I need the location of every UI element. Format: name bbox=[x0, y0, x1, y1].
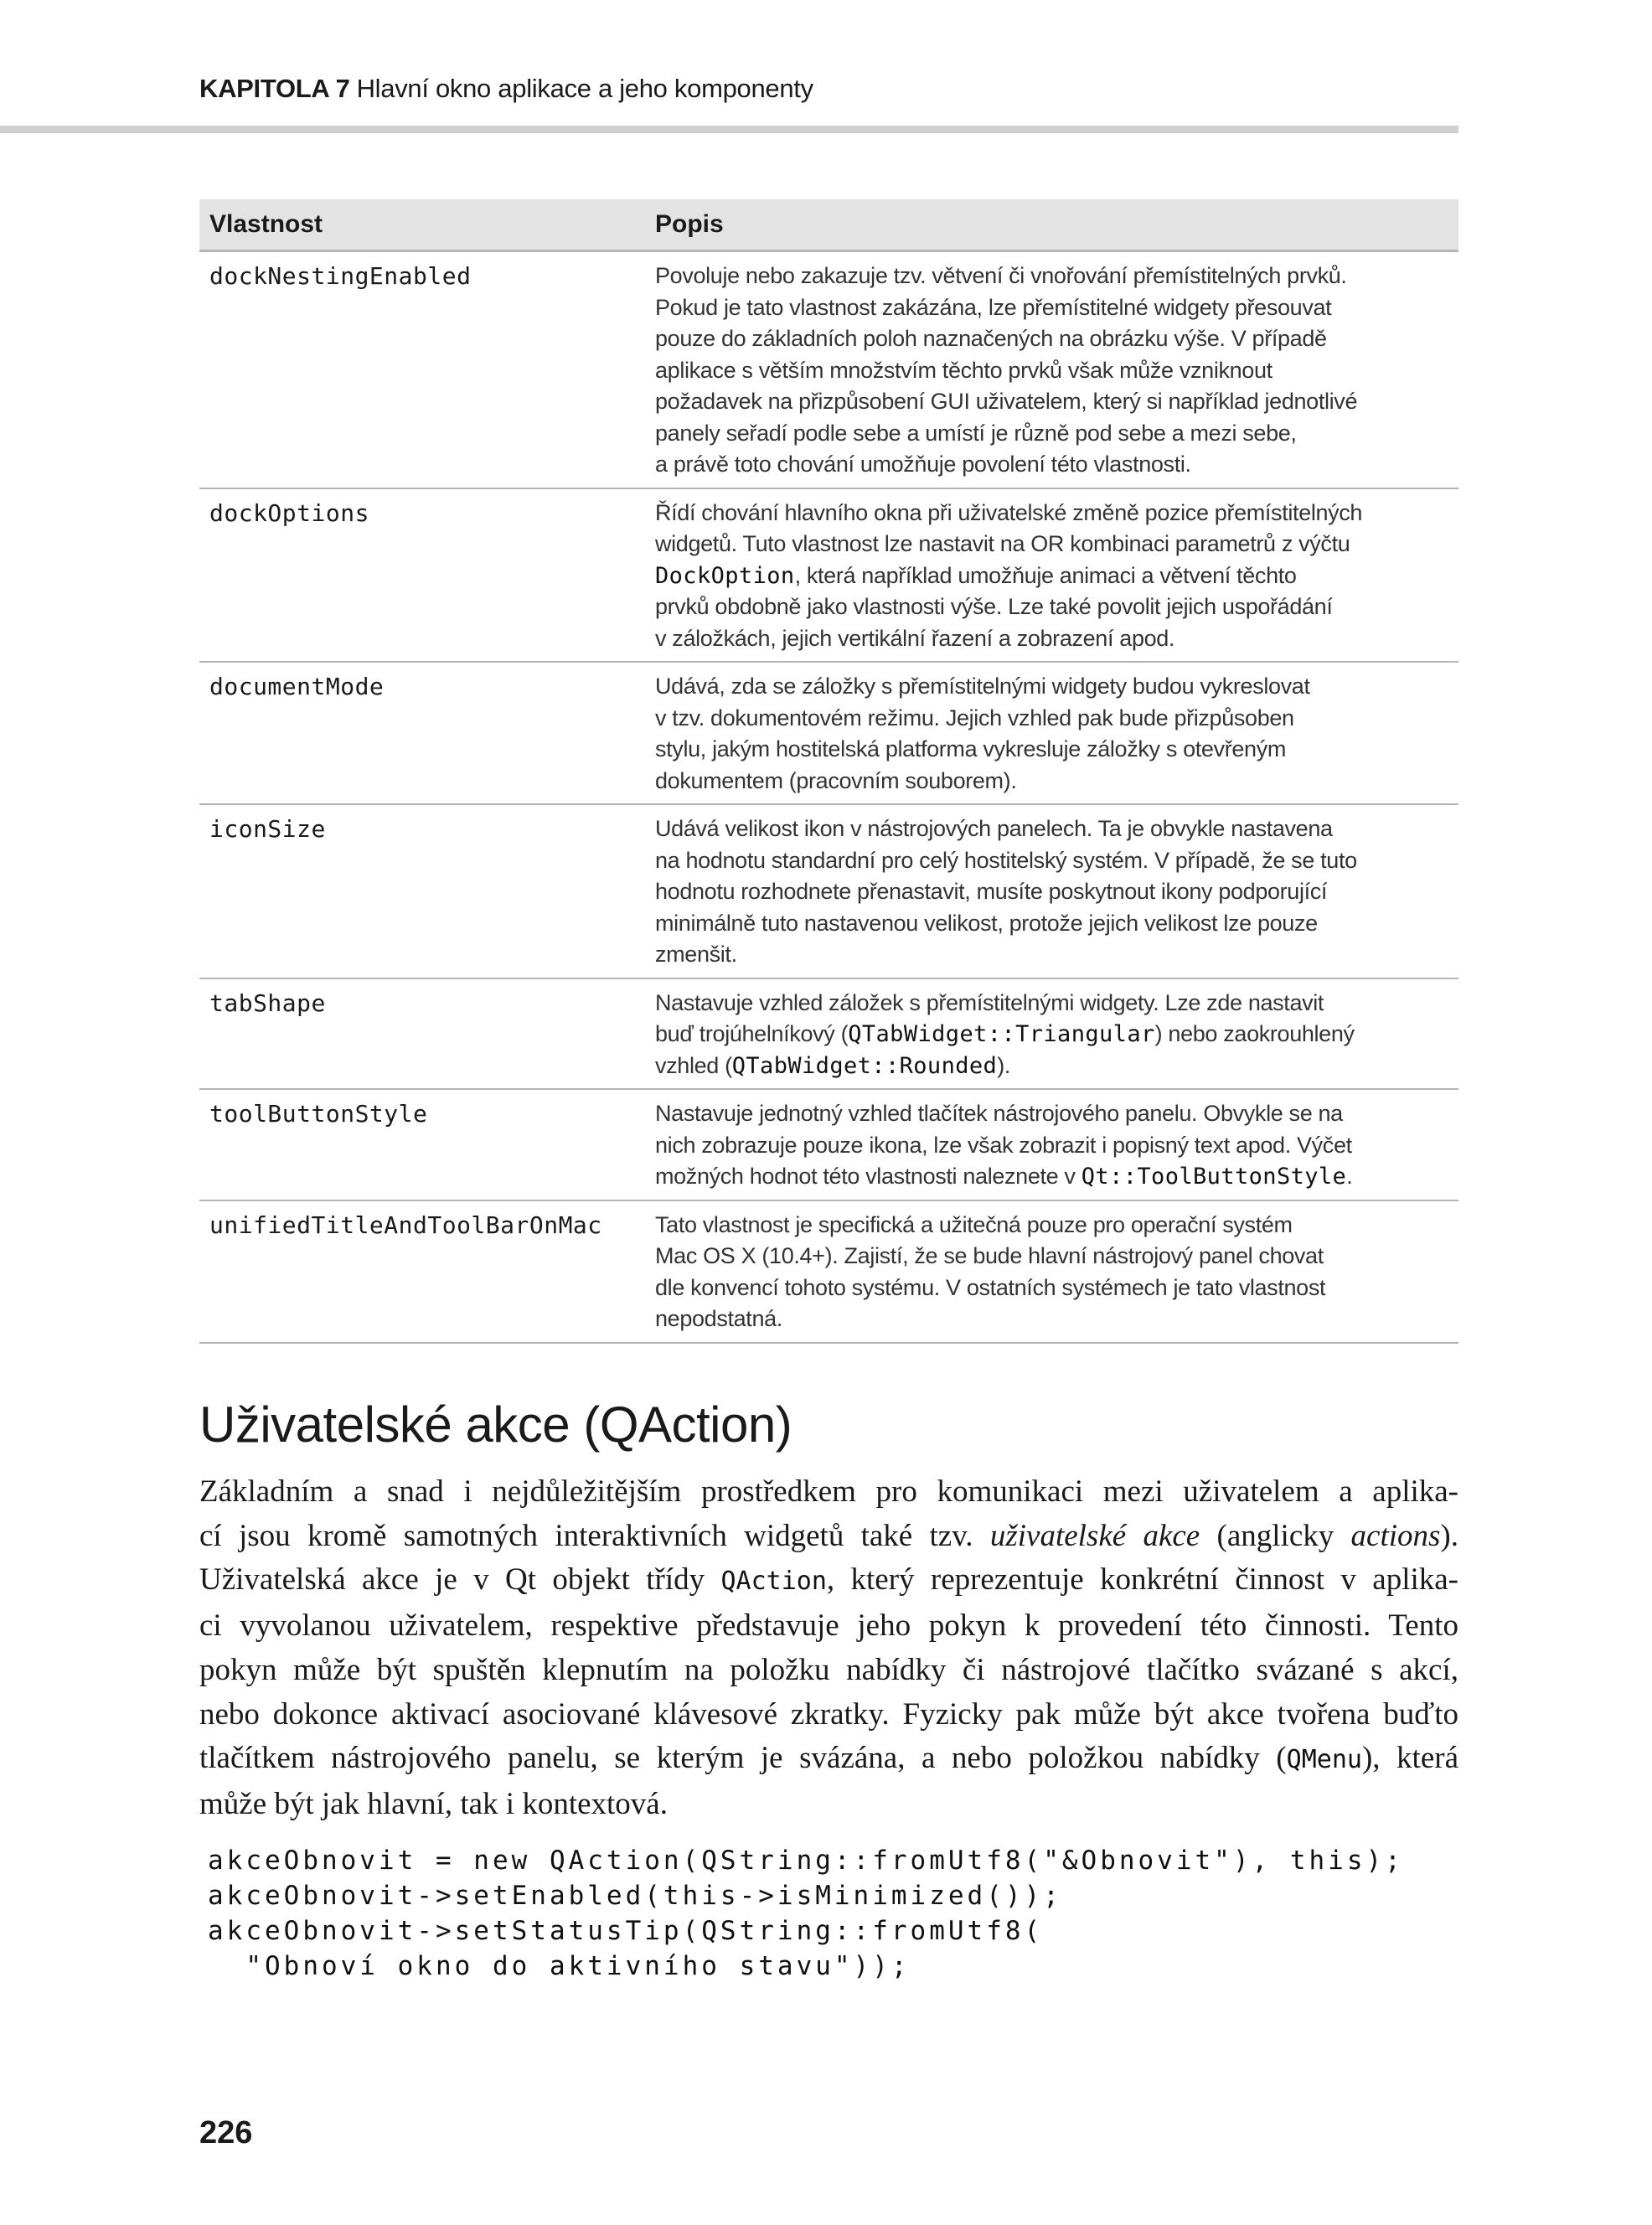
text-run: prvků obdobně jako vlastnosti výše. Lze také povolit jejich uspořádání bbox=[655, 594, 1333, 619]
text-line bbox=[199, 1783, 1458, 1827]
chapter-title: Hlavní okno aplikace a jeho komponenty bbox=[356, 74, 813, 103]
property-name: tabShape bbox=[199, 978, 645, 1090]
text-line bbox=[655, 1210, 1458, 1242]
text-run: ). bbox=[1440, 1518, 1458, 1553]
text-run: stylu, jakým hostitelská platforma vykresluje záložky s otevřeným bbox=[655, 736, 1287, 761]
property-name: documentMode bbox=[199, 662, 645, 804]
inline-code: QAction bbox=[720, 1567, 827, 1597]
text-run: aplikace s větším množstvím těchto prvků však může vzniknout bbox=[655, 357, 1273, 383]
body-paragraph bbox=[199, 1470, 1458, 1827]
text-run: minimálně tuto nastavenou velikost, protože jejich velikost lze pouze bbox=[655, 910, 1318, 936]
emphasis-text: uživatelské akce bbox=[989, 1518, 1200, 1553]
property-name: unifiedTitleAndToolBarOnMac bbox=[199, 1200, 645, 1343]
text-line bbox=[199, 1470, 1458, 1515]
code-line: akceObnovit = new QAction(QString::fromUtf8("&Obnovit"), this); bbox=[208, 1846, 1404, 1876]
text-run: v tzv. dokumentovém režimu. Jejich vzhled pak bude přizpůsoben bbox=[655, 705, 1294, 730]
table-row bbox=[199, 1089, 1458, 1200]
text-line bbox=[655, 261, 1458, 292]
text-run: zmenšit. bbox=[655, 942, 737, 967]
emphasis-text: actions bbox=[1350, 1518, 1441, 1553]
table-body bbox=[199, 251, 1458, 1343]
text-run: v záložkách, jejich vertikální řazení a zobrazení apod. bbox=[655, 625, 1175, 651]
text-run: ), která bbox=[1361, 1741, 1458, 1776]
text-run: , který reprezentuje konkrétní činnost v aplika- bbox=[826, 1562, 1459, 1598]
text-run: Uživatelská akce je v Qt objekt třídy bbox=[199, 1562, 721, 1598]
inline-code: QTabWidget::Triangular bbox=[848, 1021, 1155, 1047]
text-run: , která například umožňuje animaci a větvení těchto bbox=[794, 562, 1297, 588]
text-line bbox=[655, 418, 1458, 450]
code-line: "Obnoví okno do aktivního stavu")); bbox=[208, 1951, 911, 1981]
text-line bbox=[655, 449, 1458, 481]
text-line bbox=[655, 1241, 1458, 1273]
text-run: hodnotu rozhodnete přenastavit, musíte poskytnout ikony podporující bbox=[655, 879, 1328, 904]
text-line bbox=[655, 623, 1458, 655]
inline-code: DockOption bbox=[655, 562, 795, 589]
text-run: Základním a snad i nejdůležitějším prostředkem pro komunikaci mezi uživatelem a aplika- bbox=[199, 1474, 1458, 1509]
property-description bbox=[645, 251, 1458, 488]
text-run: ci vyvolanou uživatelem, respektive představuje jeho pokyn k provedení této činnosti. Tento bbox=[199, 1608, 1458, 1644]
text-run: ) nebo zaokrouhlený bbox=[1154, 1021, 1355, 1046]
text-run: může být jak hlavní, tak i kontextová. bbox=[199, 1786, 668, 1821]
property-description bbox=[645, 662, 1458, 804]
text-run: a právě toto chování umožňuje povolení této vlastnosti. bbox=[655, 452, 1191, 477]
text-line bbox=[655, 498, 1458, 529]
text-line bbox=[199, 1558, 1458, 1604]
text-run: Nastavuje vzhled záložek s přemístitelnými widgety. Lze zde nastavit bbox=[655, 989, 1324, 1015]
text-run: panely seřadí podle sebe a umístí je různě pod sebe a mezi sebe, bbox=[655, 420, 1297, 446]
inline-code: Qt::ToolButtonStyle bbox=[1081, 1164, 1347, 1190]
text-line bbox=[655, 560, 1458, 592]
text-line bbox=[655, 1019, 1458, 1051]
text-line bbox=[199, 1515, 1458, 1559]
text-run: Mac OS X (10.4+). Zajistí, že se bude hlavní nástrojový panel chovat bbox=[655, 1243, 1324, 1268]
text-line bbox=[655, 1130, 1458, 1162]
text-run: tlačítkem nástrojového panelu, se kterým je svázána, a nebo položkou nabídky ( bbox=[199, 1741, 1287, 1776]
text-run: Tato vlastnost je specifická a užitečná pouze pro operační systém bbox=[655, 1211, 1293, 1237]
table-row bbox=[199, 978, 1458, 1090]
text-run: pouze do základních poloh naznačených na obrázku výše. V případě bbox=[655, 326, 1327, 351]
inline-code: QTabWidget::Rounded bbox=[731, 1052, 998, 1079]
text-run: Povoluje nebo zakazuje tzv. větvení či vnořování přemístitelných prvků. bbox=[655, 263, 1347, 288]
property-name: toolButtonStyle bbox=[199, 1089, 645, 1200]
text-run: Udává velikost ikon v nástrojových panelech. Ta je obvykle nastavena bbox=[655, 816, 1333, 841]
text-run: dokumentem (pracovním souborem). bbox=[655, 767, 1017, 793]
page-number: 226 bbox=[199, 2115, 253, 2150]
code-line: akceObnovit->setEnabled(this->isMinimized()); bbox=[208, 1881, 1062, 1911]
text-line bbox=[199, 1693, 1458, 1737]
property-name: dockOptions bbox=[199, 488, 645, 663]
text-run: cí jsou kromě samotných interaktivních widgetů také tzv. bbox=[199, 1518, 990, 1553]
text-run: nich zobrazuje pouze ikona, lze však zobrazit i popisný text apod. Výčet bbox=[655, 1132, 1352, 1158]
running-header bbox=[199, 74, 813, 104]
text-line bbox=[655, 323, 1458, 355]
text-line bbox=[199, 1649, 1458, 1693]
text-run: nebo dokonce aktivací asociované klávesové zkratky. Fyzicky pak může být akce tvořena buďto bbox=[199, 1696, 1458, 1732]
text-line bbox=[655, 1051, 1458, 1082]
text-run: na hodnotu standardní pro celý hostitelský systém. V případě, že se tuto bbox=[655, 847, 1357, 873]
code-listing bbox=[208, 1843, 1404, 1984]
text-line bbox=[655, 908, 1458, 940]
text-line bbox=[655, 1161, 1458, 1193]
property-description bbox=[645, 1200, 1458, 1343]
text-run: (anglicky bbox=[1200, 1518, 1351, 1553]
property-description bbox=[645, 488, 1458, 663]
property-name: iconSize bbox=[199, 804, 645, 978]
table-row bbox=[199, 804, 1458, 978]
text-run: vzhled ( bbox=[655, 1052, 732, 1078]
text-line bbox=[199, 1604, 1458, 1649]
property-description bbox=[645, 1089, 1458, 1200]
table-row bbox=[199, 488, 1458, 663]
text-run: buď trojúhelníkový ( bbox=[655, 1021, 849, 1046]
text-run: ). bbox=[997, 1052, 1010, 1078]
table-row bbox=[199, 251, 1458, 488]
text-line bbox=[655, 766, 1458, 798]
column-header-description: Popis bbox=[645, 199, 1458, 251]
text-line bbox=[655, 1273, 1458, 1304]
text-line bbox=[655, 988, 1458, 1020]
table-row bbox=[199, 662, 1458, 804]
text-line bbox=[655, 1304, 1458, 1335]
text-run: . bbox=[1346, 1164, 1353, 1189]
text-run: widgetů. Tuto vlastnost lze nastavit na OR kombinaci parametrů z výčtu bbox=[655, 531, 1350, 556]
inline-code: QMenu bbox=[1286, 1745, 1362, 1775]
text-line bbox=[655, 1098, 1458, 1130]
chapter-label: KAPITOLA 7 bbox=[199, 74, 350, 103]
text-line bbox=[655, 845, 1458, 877]
text-line bbox=[655, 591, 1458, 623]
header-rule bbox=[0, 126, 1458, 133]
text-run: pokyn může být spuštěn klepnutím na položku nabídky či nástrojové tlačítko svázané s akcí, bbox=[199, 1652, 1458, 1687]
text-run: nepodstatná. bbox=[655, 1306, 782, 1331]
property-description bbox=[645, 804, 1458, 978]
property-description bbox=[645, 978, 1458, 1090]
text-line bbox=[655, 529, 1458, 560]
text-line bbox=[655, 876, 1458, 908]
text-line bbox=[655, 703, 1458, 735]
text-run: Udává, zda se záložky s přemístitelnými widgety budou vykreslovat bbox=[655, 674, 1310, 699]
table-row bbox=[199, 1200, 1458, 1343]
text-line bbox=[655, 734, 1458, 766]
text-run: Řídí chování hlavního okna při uživatelské změně pozice přemístitelných bbox=[655, 499, 1363, 525]
section-heading: Uživatelské akce (QAction) bbox=[199, 1396, 792, 1453]
text-run: možných hodnot této vlastnosti naleznete v bbox=[655, 1164, 1082, 1189]
code-line: akceObnovit->setStatusTip(QString::fromUtf8( bbox=[208, 1916, 1044, 1946]
text-run: dle konvencí tohoto systému. V ostatních systémech je tato vlastnost bbox=[655, 1274, 1326, 1300]
properties-table bbox=[199, 199, 1458, 1344]
text-line bbox=[655, 386, 1458, 418]
text-line bbox=[655, 671, 1458, 703]
text-run: požadavek na přizpůsobení GUI uživatelem, který si například jednotlivé bbox=[655, 389, 1358, 414]
text-run: Nastavuje jednotný vzhled tlačítek nástrojového panelu. Obvykle se na bbox=[655, 1101, 1343, 1126]
column-header-property: Vlastnost bbox=[199, 199, 645, 251]
text-run: Pokud je tato vlastnost zakázána, lze přemístitelné widgety přesouvat bbox=[655, 294, 1332, 320]
property-name: dockNestingEnabled bbox=[199, 251, 645, 488]
table-header-row bbox=[199, 199, 1458, 251]
text-line bbox=[199, 1737, 1458, 1783]
text-line bbox=[655, 292, 1458, 324]
text-line bbox=[655, 355, 1458, 387]
text-line bbox=[655, 813, 1458, 845]
text-line bbox=[655, 939, 1458, 971]
